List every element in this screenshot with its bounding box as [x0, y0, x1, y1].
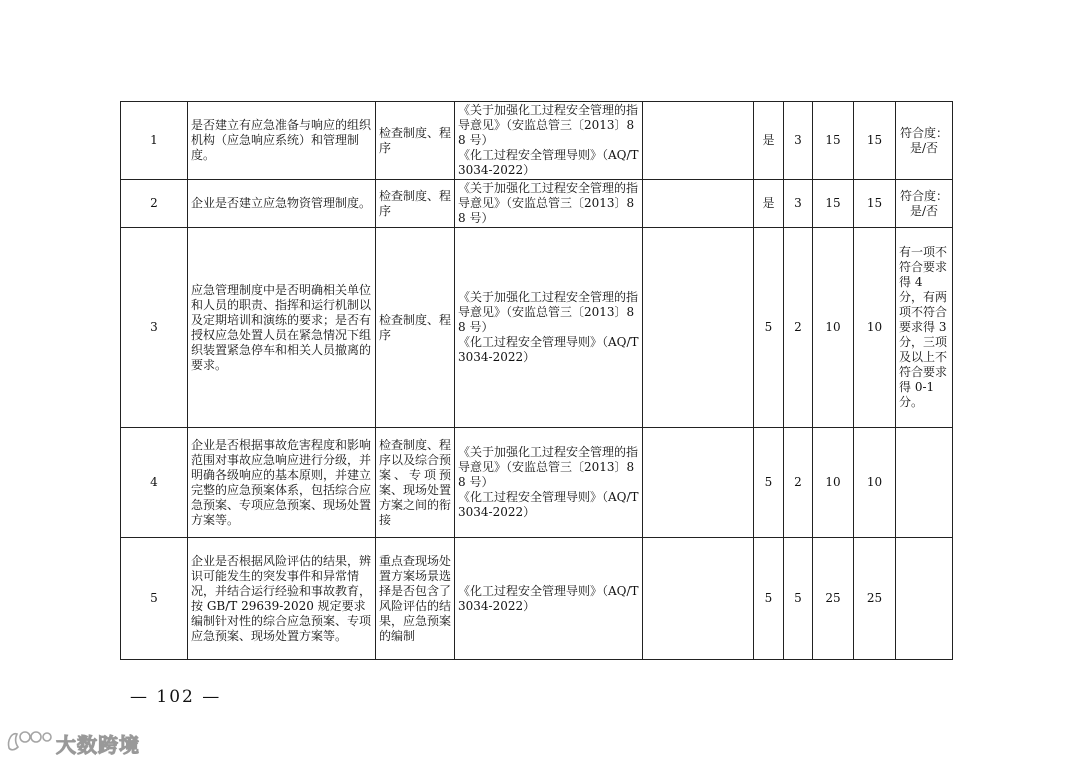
row-number: 5 [121, 538, 188, 660]
check-basis: 《关于加强化工过程安全管理的指导意见》（安监总管三〔2013〕88 号） 《化工过程安全管理导则》（AQ/T3034-2022） [455, 102, 643, 180]
check-method: 检查制度、程序以及综合预案、专项预案、现场处置方案之间的衔接 [376, 428, 455, 538]
check-basis: 《化工过程安全管理导则》（AQ/T3034-2022） [455, 538, 643, 660]
table-row [121, 538, 953, 660]
empty-cell [643, 228, 754, 428]
score-col-8: 15 [813, 180, 854, 228]
table-body [121, 102, 953, 660]
page-number: — 102 — [130, 687, 222, 707]
score-col-9: 10 [854, 228, 896, 428]
empty-cell [643, 102, 754, 180]
scoring-note [896, 428, 953, 538]
table-row [121, 228, 953, 428]
score-col-8: 10 [813, 428, 854, 538]
score-col-7: 5 [784, 538, 813, 660]
score-col-6: 是 [754, 180, 784, 228]
score-col-9: 25 [854, 538, 896, 660]
inspection-table [120, 101, 953, 660]
check-item: 是否建立有应急准备与响应的组织机构（应急响应系统）和管理制度。 [188, 102, 376, 180]
empty-cell [643, 538, 754, 660]
scoring-note: 符合度：是/否 [896, 180, 953, 228]
score-col-6: 5 [754, 428, 784, 538]
table-row [121, 428, 953, 538]
score-col-7: 2 [784, 228, 813, 428]
check-item: 企业是否根据事故危害程度和影响范围对事故应急响应进行分级，并明确各级响应的基本原则，并建立完整的应急预案体系，包括综合应急预案、专项应急预案、现场处置方案等。 [188, 428, 376, 538]
row-number: 3 [121, 228, 188, 428]
score-col-7: 2 [784, 428, 813, 538]
empty-cell [643, 428, 754, 538]
score-col-9: 10 [854, 428, 896, 538]
score-col-8: 25 [813, 538, 854, 660]
score-col-7: 3 [784, 180, 813, 228]
score-col-7: 3 [784, 102, 813, 180]
row-number: 1 [121, 102, 188, 180]
check-item: 应急管理制度中是否明确相关单位和人员的职责、指挥和运行机制以及定期培训和演练的要求；是否有授权应急处置人员在紧急情况下组织装置紧急停车和相关人员撤离的要求。 [188, 228, 376, 428]
table-row [121, 102, 953, 180]
check-basis: 《关于加强化工过程安全管理的指导意见》（安监总管三〔2013〕88 号） [455, 180, 643, 228]
check-method: 重点查现场处置方案场景选择是否包含了风险评估的结果，应急预案的编制 [376, 538, 455, 660]
score-col-6: 是 [754, 102, 784, 180]
score-col-9: 15 [854, 102, 896, 180]
scoring-note [896, 538, 953, 660]
empty-cell [643, 180, 754, 228]
check-basis: 《关于加强化工过程安全管理的指导意见》（安监总管三〔2013〕88 号） 《化工过程安全管理导则》（AQ/T3034-2022） [455, 228, 643, 428]
check-method: 检查制度、程序 [376, 228, 455, 428]
check-item: 企业是否建立应急物资管理制度。 [188, 180, 376, 228]
watermark-logo [6, 728, 140, 758]
watermark-text: 大数跨境 [56, 732, 140, 757]
score-col-6: 5 [754, 228, 784, 428]
table-row [121, 180, 953, 228]
score-col-9: 15 [854, 180, 896, 228]
score-col-8: 15 [813, 102, 854, 180]
scoring-note: 符合度：是/否 [896, 102, 953, 180]
check-method: 检查制度、程序 [376, 180, 455, 228]
row-number: 2 [121, 180, 188, 228]
score-col-6: 5 [754, 538, 784, 660]
check-basis: 《关于加强化工过程安全管理的指导意见》（安监总管三〔2013〕88 号） 《化工过程安全管理导则》（AQ/T3034-2022） [455, 428, 643, 538]
check-item: 企业是否根据风险评估的结果，辨识可能发生的突发事件和异常情况，并结合运行经验和事故教育，按 GB/T 29639-2020 规定要求编制针对性的综合应急预案、专项应急预案、现场处置方案等。 [188, 538, 376, 660]
scoring-note: 有一项不符合要求得 4 分，有两项不符合要求得 3 分，三项及以上不符合要求得 0-1 分。 [896, 228, 953, 428]
butterfly-logo-icon [6, 728, 52, 758]
score-col-8: 10 [813, 228, 854, 428]
row-number: 4 [121, 428, 188, 538]
check-method: 检查制度、程序 [376, 102, 455, 180]
